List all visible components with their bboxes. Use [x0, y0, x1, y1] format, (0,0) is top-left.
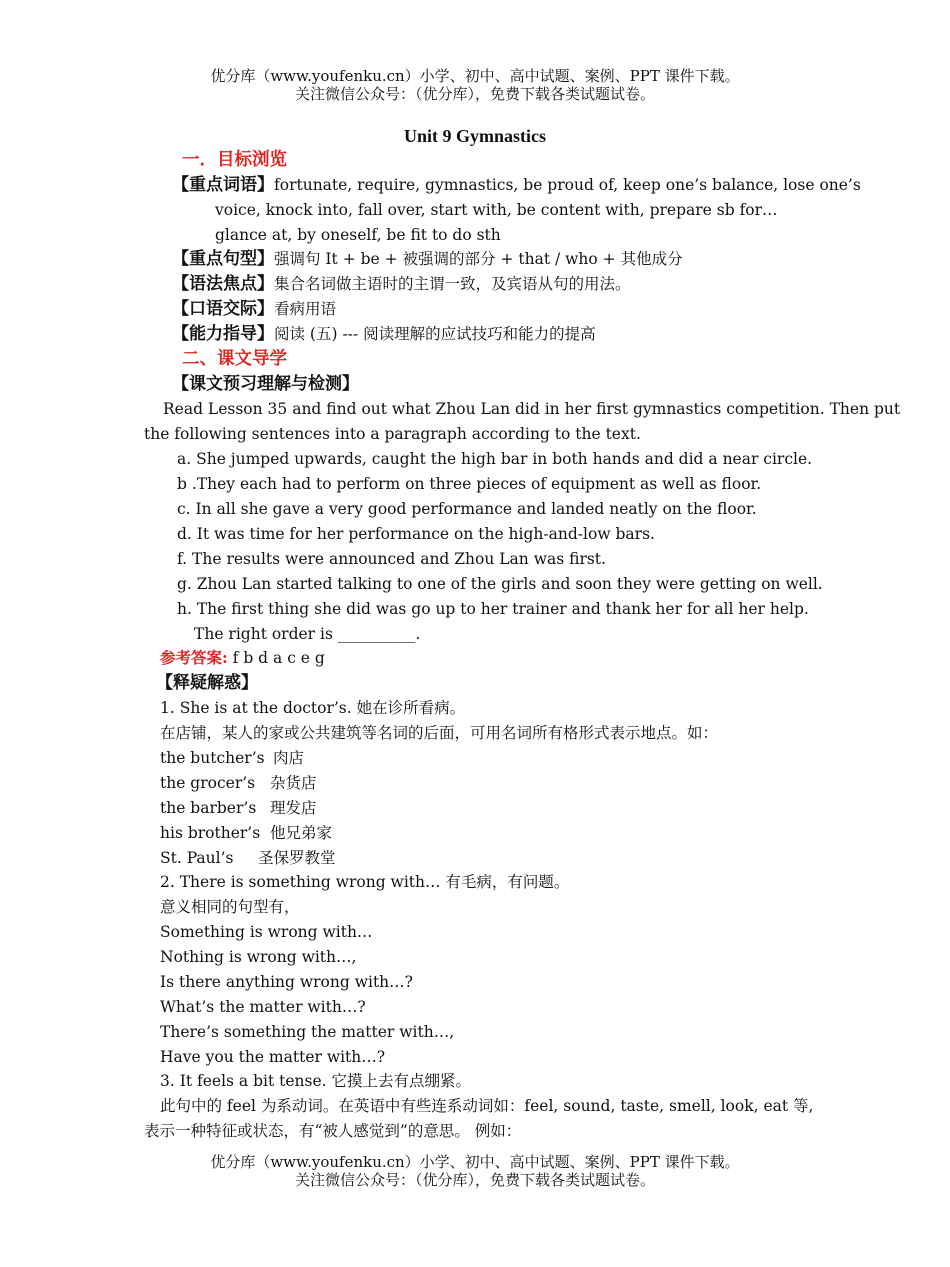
sentence-text: 强调句 It + be + 被强调的部分 + that / who + 其他成分: [274, 250, 683, 268]
pattern-item: Something is wrong with…: [160, 923, 373, 941]
example-en: the grocer’s: [160, 774, 256, 792]
example-zh: 杂货店: [270, 774, 317, 792]
ability-text: 阅读 (五) --- 阅读理解的应试技巧和能力的提高: [274, 325, 596, 343]
section1-heading: 一．目标浏览: [182, 150, 287, 170]
preview-label: 【课文预习理解与检测】: [172, 374, 359, 394]
sentence-item: h. The first thing she did was go up to her trainer and thank her for all her help.: [177, 600, 809, 618]
example-zh: 他兄弟家: [270, 824, 333, 842]
oral-row: [172, 299, 336, 319]
sentence-item: d. It was time for her performance on the high-and-low bars.: [177, 525, 655, 543]
pattern-item: Nothing is wrong with…,: [160, 948, 357, 966]
ability-row: [172, 324, 596, 344]
vocab-row: [172, 175, 861, 195]
example-zh: 圣保罗教堂: [258, 849, 336, 867]
point1-title: 1. She is at the doctor’s. 她在诊所看病。: [160, 699, 466, 717]
example-en: St. Paul’s: [160, 849, 234, 867]
example-en: the barber’s: [160, 799, 257, 817]
vocab-label: 【重点词语】: [172, 175, 274, 195]
page-title: Unit 9 Gymnastics: [403, 126, 546, 146]
order-prompt: The right order is __________.: [194, 625, 421, 643]
grammar-text: 集合名词做主语时的主谓一致，及宾语从句的用法。: [274, 275, 631, 293]
sentence-row: [172, 249, 683, 269]
header-line-1: 优分库（www.youfenku.cn）小学、初中、高中试题、案例、PPT 课件下载。: [210, 67, 740, 85]
footer-line-2: 关注微信公众号：（优分库），免费下载各类试题试卷。: [294, 1171, 655, 1189]
vocab-text-2: voice, knock into, fall over, start with, be content with, prepare sb for…: [215, 201, 778, 219]
intro-line-1: Read Lesson 35 and find out what Zhou Lan did in her first gymnastics competition. Then put: [163, 400, 901, 418]
sentence-item: b .They each had to perform on three pieces of equipment as well as floor.: [177, 475, 762, 493]
grammar-row: [172, 274, 631, 294]
oral-label: 【口语交际】: [172, 299, 274, 319]
point3-line-2: 表示一种特征或状态，有“被人感觉到”的意思。 例如：: [144, 1122, 522, 1140]
explain-label: 【释疑解惑】: [156, 673, 258, 693]
vocab-text-3: glance at, by oneself, be fit to do sth: [215, 226, 501, 244]
point2-title: 2. There is something wrong with… 有毛病，有问题。: [160, 873, 570, 891]
answer-row: [160, 648, 325, 668]
example-en: the butcher’s: [160, 749, 265, 767]
ability-label: 【能力指导】: [172, 324, 274, 344]
vocab-text-1: fortunate, require, gymnastics, be proud of, keep one’s balance, lose one’s: [274, 176, 861, 194]
point2-desc: 意义相同的句型有，: [160, 898, 300, 916]
footer-line-1: 优分库（www.youfenku.cn）小学、初中、高中试题、案例、PPT 课件下载。: [210, 1153, 740, 1171]
pattern-item: Have you the matter with…?: [160, 1048, 386, 1066]
section2-heading: 二、课文导学: [182, 349, 287, 369]
example-zh: 理发店: [270, 799, 317, 817]
grammar-label: 【语法焦点】: [172, 274, 274, 294]
point3-title: 3. It feels a bit tense. 它摸上去有点绷紧。: [160, 1072, 471, 1090]
example-en: his brother’s: [160, 824, 261, 842]
oral-text: 看病用语: [274, 300, 337, 318]
intro-line-2: the following sentences into a paragraph according to the text.: [144, 425, 641, 443]
example-zh: 肉店: [273, 749, 305, 767]
answer-label: 参考答案:: [160, 648, 228, 667]
sentence-item: c. In all she gave a very good performance and landed neatly on the floor.: [177, 500, 757, 518]
sentence-item: a. She jumped upwards, caught the high bar in both hands and did a near circle.: [177, 450, 813, 468]
point3-line-1: 此句中的 feel 为系动词。在英语中有些连系动词如：feel, sound, taste, smell, look, eat 等,: [160, 1097, 814, 1115]
header-line-2: 关注微信公众号：（优分库），免费下载各类试题试卷。: [294, 85, 655, 103]
answer-text: f b d a c e g: [232, 649, 325, 667]
point1-desc: 在店铺，某人的家或公共建筑等名词的后面，可用名词所有格形式表示地点。如：: [160, 724, 719, 742]
sentence-item: g. Zhou Lan started talking to one of the girls and soon they were getting on well.: [177, 575, 823, 593]
sentence-item: f. The results were announced and Zhou Lan was first.: [177, 550, 606, 568]
pattern-item: There’s something the matter with…,: [160, 1023, 455, 1041]
sentence-label: 【重点句型】: [172, 249, 274, 269]
pattern-item: What’s the matter with…?: [160, 998, 366, 1016]
pattern-item: Is there anything wrong with…?: [160, 973, 413, 991]
